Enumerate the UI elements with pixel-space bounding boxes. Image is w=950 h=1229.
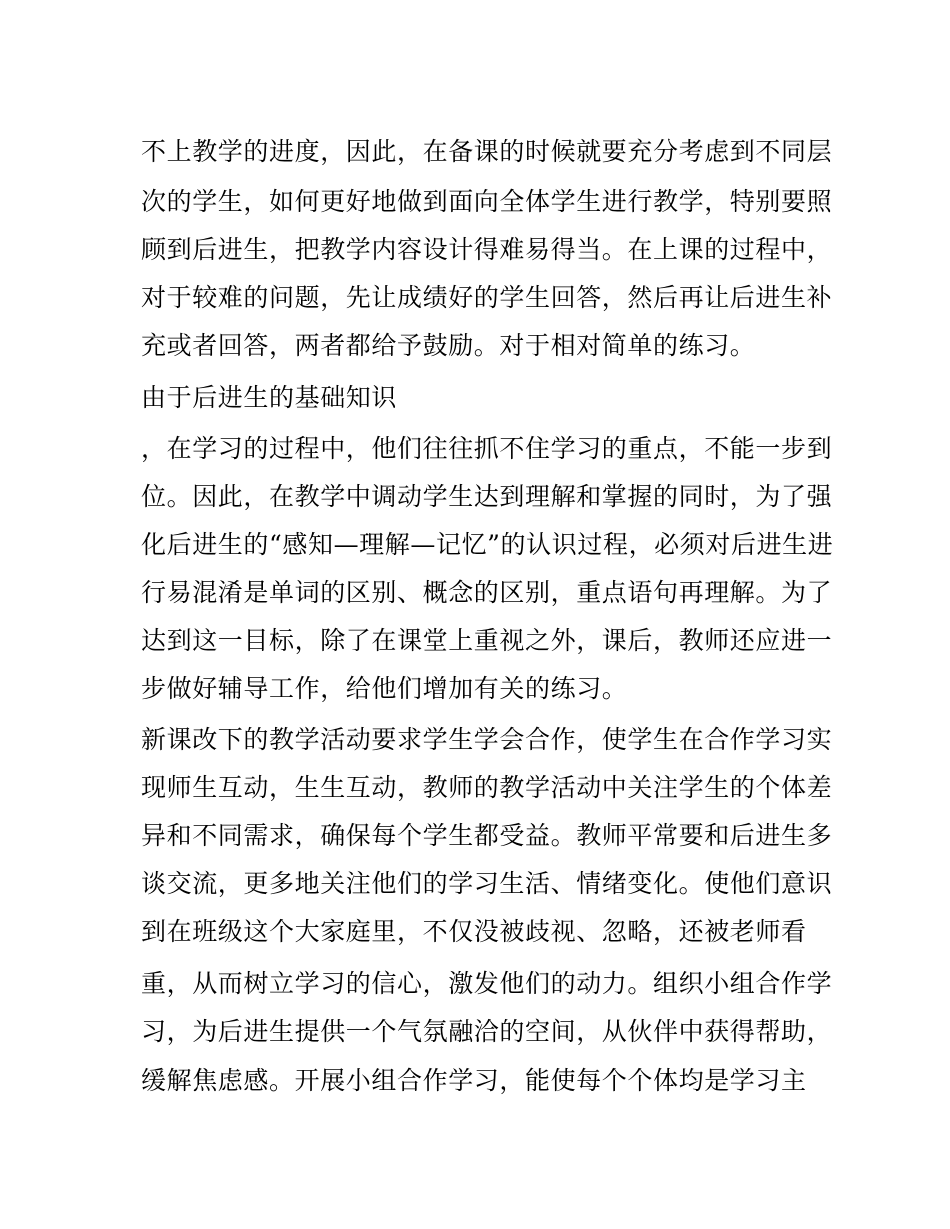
text-line: 步做好辅导工作，给他们增加有关的练习。 — [141, 674, 628, 703]
text-line: 现师生互动，生生互动，教师的教学活动中关注学生的个体差 — [141, 773, 833, 802]
text-line: 由于后进生的基础知识 — [141, 383, 398, 412]
text-line: 化后进生的“感知—理解—记忆”的认识过程，必须对后进生进 — [141, 530, 834, 559]
text-line: 位。因此，在教学中调动学生达到理解和掌握的同时，为了强 — [141, 482, 833, 511]
text-line: 顾到后进生，把教学内容设计得难易得当。在上课的过程中， — [141, 235, 833, 264]
text-line: 行易混淆是单词的区别、概念的区别，重点语句再理解。为了 — [141, 578, 833, 607]
text-line: 次的学生，如何更好地做到面向全体学生进行教学，特别要照 — [141, 187, 833, 216]
text-line: 习，为后进生提供一个气氛融洽的空间，从伙伴中获得帮助， — [141, 1017, 833, 1046]
text-line: 新课改下的教学活动要求学生学会合作，使学生在合作学习实 — [141, 725, 833, 754]
text-line: 充或者回答，两者都给予鼓励。对于相对简单的练习。 — [141, 331, 756, 360]
text-line: ，在学习的过程中，他们往往抓不住学习的重点，不能一步到 — [141, 434, 833, 463]
text-line: 达到这一目标，除了在课堂上重视之外，课后，教师还应进一 — [141, 626, 833, 655]
text-line: 谈交流，更多地关注他们的学习生活、情绪变化。使他们意识 — [141, 869, 833, 898]
text-line: 缓解焦虑感。开展小组合作学习，能使每个个体均是学习主 — [141, 1066, 807, 1095]
text-line: 异和不同需求，确保每个学生都受益。教师平常要和后进生多 — [141, 821, 833, 850]
text-line: 对于较难的问题，先让成绩好的学生回答，然后再让后进生补 — [141, 283, 833, 312]
text-line: 重，从而树立学习的信心，激发他们的动力。组织小组合作学 — [141, 969, 833, 998]
text-line: 不上教学的进度，因此，在备课的时候就要充分考虑到不同层 — [141, 137, 833, 166]
text-line: 到在班级这个大家庭里，不仅没被歧视、忽略，还被老师看 — [141, 917, 807, 946]
